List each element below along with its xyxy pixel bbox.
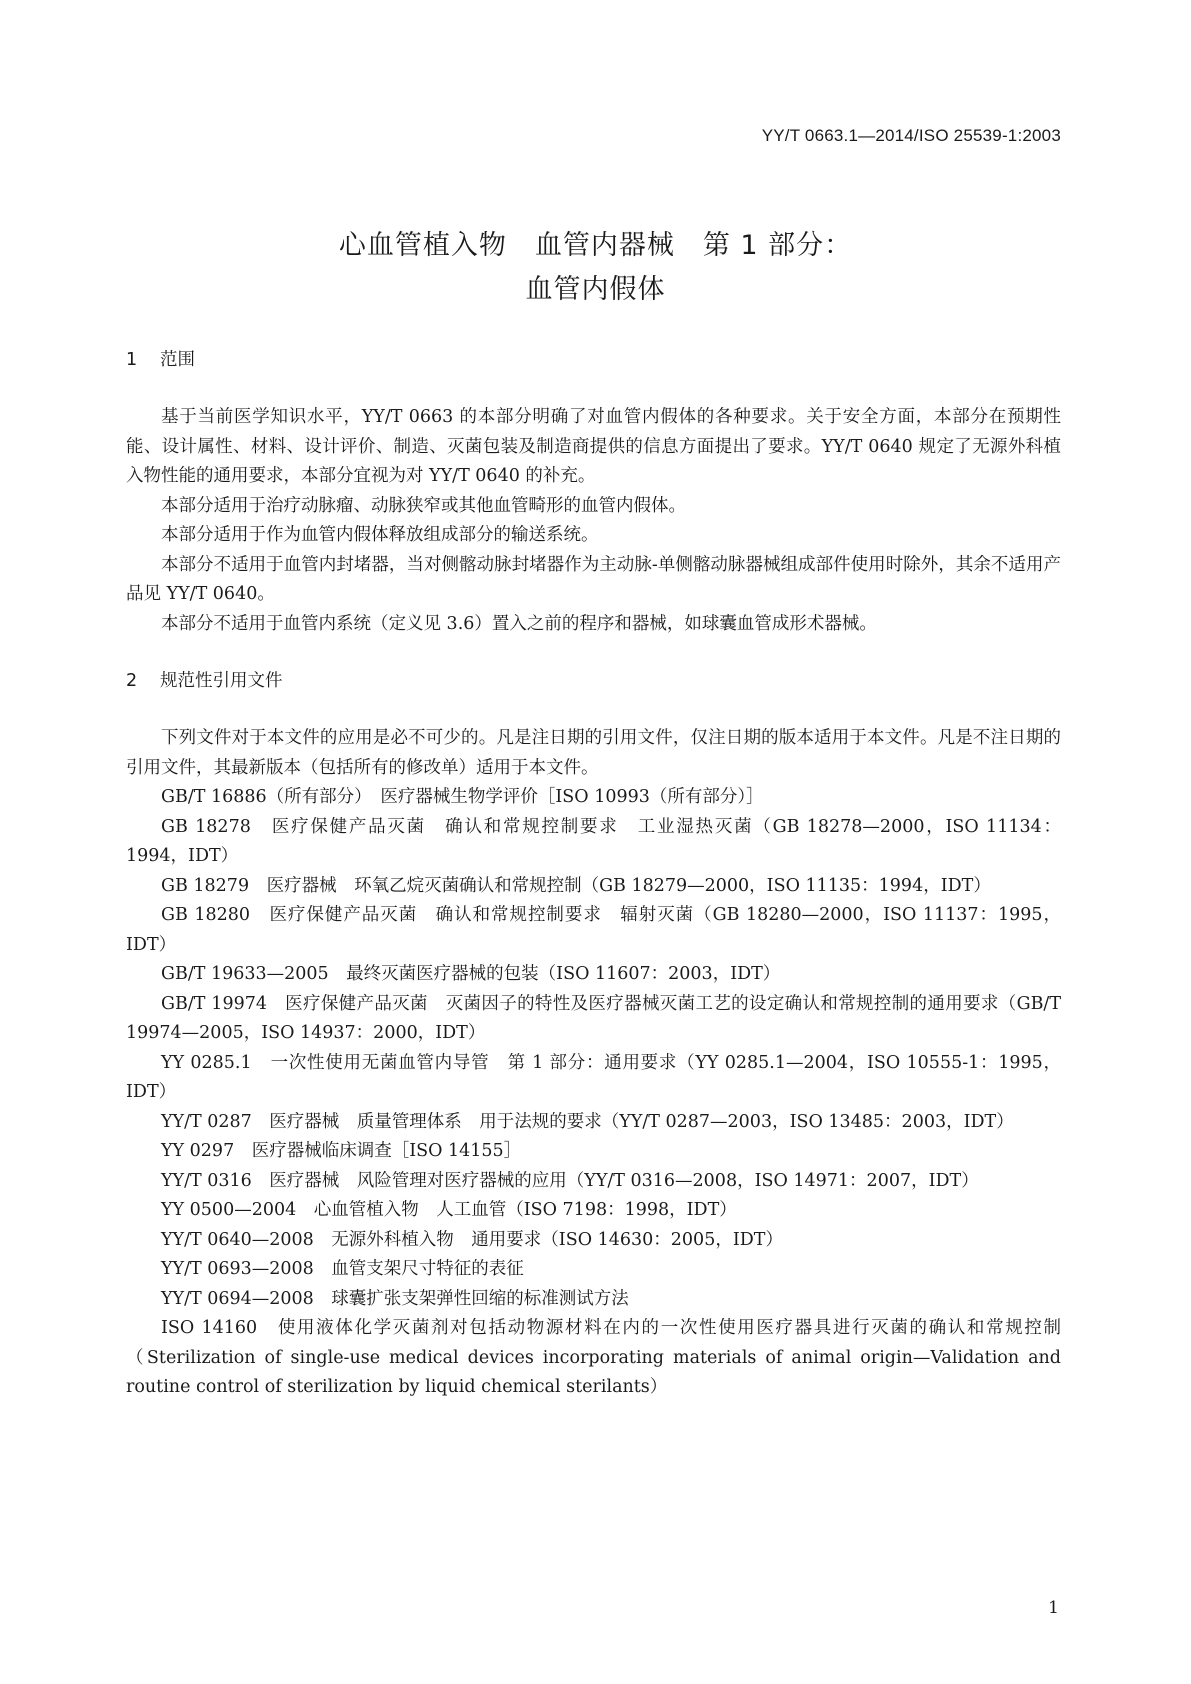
- title-line-1: 心血管植入物 血管内器械 第 1 部分：: [338, 230, 853, 261]
- reference-item: GB 18278 医疗保健产品灭菌 确认和常规控制要求 工业湿热灭菌（GB 18278—2000，ISO 11134：1994，IDT）: [126, 816, 1061, 866]
- reference-item: YY/T 0316 医疗器械 风险管理对医疗器械的应用（YY/T 0316—2008，ISO 14971：2007，IDT）: [161, 1170, 979, 1191]
- paragraph: 本部分不适用于血管内系统（定义见 3.6）置入之前的程序和器械，如球囊血管成形术器械。: [161, 613, 877, 634]
- reference-item: YY 0297 医疗器械临床调查［ISO 14155］: [161, 1141, 522, 1161]
- paragraph: 下列文件对于本文件的应用是必不可少的。凡是注日期的引用文件，仅注日期的版本适用于本文件。凡是不注日期的引用文件，其最新版本（包括所有的修改单）适用于本文件。: [126, 728, 1061, 778]
- section-number: 1: [126, 350, 138, 370]
- reference-item: ISO 14160 使用液体化学灭菌剂对包括动物源材料在内的一次性使用医疗器具进行灭菌的确认和常规控制（Sterilization of single-use medical devices incorporating materials of animal origin—Validation and routine control of sterilization by liquid chemical sterilants）: [126, 1318, 1061, 1397]
- reference-item: YY/T 0287 医疗器械 质量管理体系 用于法规的要求（YY/T 0287—2003，ISO 13485：2003，IDT）: [161, 1111, 1014, 1132]
- section-2-heading: [126, 667, 283, 692]
- reference-item: GB/T 16886（所有部分） 医疗器械生物学评价［ISO 10993（所有部分）］: [161, 787, 764, 807]
- page-number: 1: [1048, 1598, 1059, 1618]
- reference-item: YY/T 0694—2008 球囊扩张支架弹性回缩的标准测试方法: [161, 1288, 629, 1309]
- paragraph: 本部分不适用于血管内封堵器，当对侧髂动脉封堵器作为主动脉-单侧髂动脉器械组成部件使用时除外，其余不适用产品见 YY/T 0640。: [126, 554, 1061, 604]
- title-line-2: 血管内假体: [525, 274, 666, 305]
- standard-number: YY/T 0663.1—2014/ISO 25539-1:2003: [761, 126, 1061, 145]
- reference-item: YY 0285.1 一次性使用无菌血管内导管 第 1 部分：通用要求（YY 0285.1—2004，ISO 10555-1：1995，IDT）: [126, 1052, 1061, 1102]
- paragraph: 基于当前医学知识水平，YY/T 0663 的本部分明确了对血管内假体的各种要求。关于安全方面，本部分在预期性能、设计属性、材料、设计评价、制造、灭菌包装及制造商提供的信息方面提出了要求。YY/T 0640 规定了无源外科植入物性能的通用要求，本部分宜视为对 YY/T 0640 的补充。: [126, 407, 1061, 486]
- section-1-heading: [126, 346, 195, 371]
- section-2-body: [126, 724, 1061, 1403]
- paragraph: 本部分适用于作为血管内假体释放组成部分的输送系统。: [161, 525, 599, 545]
- section-title: 范围: [160, 350, 195, 370]
- reference-item: GB/T 19633—2005 最终灭菌医疗器械的包装（ISO 11607：2003，IDT）: [161, 964, 781, 984]
- reference-item: YY 0500—2004 心血管植入物 人工血管（ISO 7198：1998，IDT）: [161, 1200, 737, 1220]
- reference-item: YY/T 0640—2008 无源外科植入物 通用要求（ISO 14630：2005，IDT）: [161, 1229, 783, 1250]
- document-title: [0, 224, 1191, 312]
- paragraph: 本部分适用于治疗动脉瘤、动脉狭窄或其他血管畸形的血管内假体。: [161, 495, 686, 516]
- reference-item: GB 18279 医疗器械 环氧乙烷灭菌确认和常规控制（GB 18279—2000，ISO 11135：1994，IDT）: [161, 875, 991, 896]
- section-1-body: [126, 403, 1061, 639]
- reference-item: YY/T 0693—2008 血管支架尺寸特征的表征: [161, 1259, 524, 1279]
- section-number: 2: [126, 671, 138, 691]
- reference-item: GB 18280 医疗保健产品灭菌 确认和常规控制要求 辐射灭菌（GB 18280—2000，ISO 11137：1995，IDT）: [126, 905, 1061, 955]
- reference-item: GB/T 19974 医疗保健产品灭菌 灭菌因子的特性及医疗器械灭菌工艺的设定确认和常规控制的通用要求（GB/T 19974—2005，ISO 14937：2000，IDT）: [126, 993, 1061, 1043]
- section-title: 规范性引用文件: [160, 671, 283, 691]
